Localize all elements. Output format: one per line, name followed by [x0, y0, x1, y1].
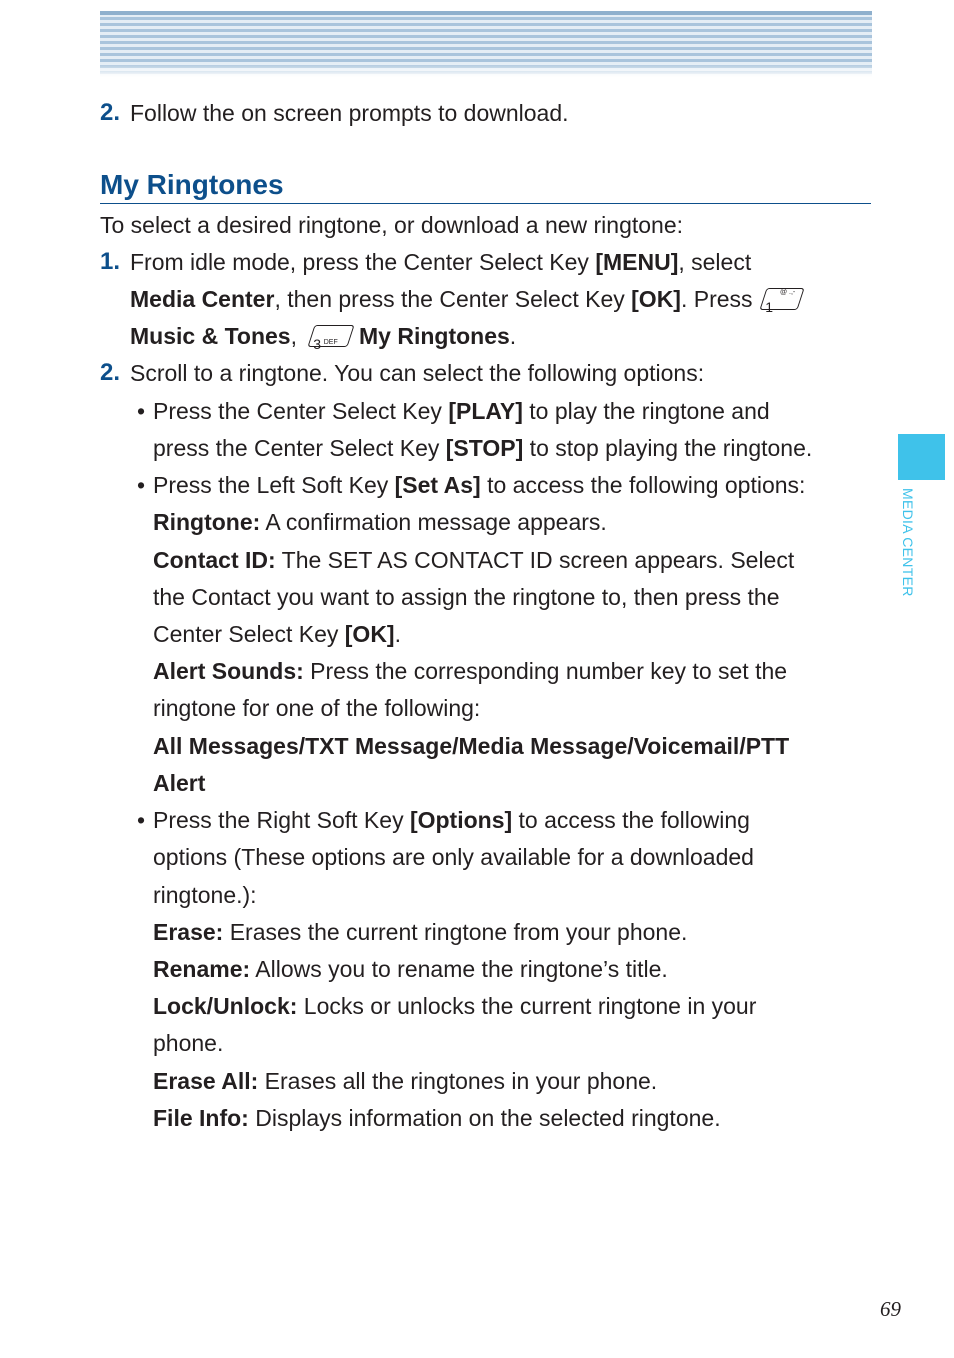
bullet3-line3: ringtone.):: [153, 882, 257, 908]
key-1-icon: [759, 288, 804, 315]
alert-types-line2: Alert: [153, 770, 206, 796]
text: , select: [678, 249, 752, 275]
step-text: Follow the on screen prompts to download.: [130, 100, 569, 126]
option-label: Erase:: [153, 919, 224, 945]
text: .: [394, 621, 401, 647]
text: to access the following: [512, 807, 750, 833]
chapter-tab-label: MEDIA CENTER: [900, 488, 916, 597]
bullet3-line1: [153, 805, 750, 835]
text: ,: [290, 323, 297, 349]
text: , then press the Center Select Key: [274, 286, 632, 312]
text: Locks or unlocks the current ringtone in your: [297, 993, 757, 1019]
option-ringtone: [153, 507, 607, 537]
text: . Press: [680, 286, 753, 312]
option-label: Ringtone:: [153, 509, 261, 535]
bullet2-line1: [153, 470, 805, 500]
step2-text: Scroll to a ringtone. You can select the following options:: [130, 360, 705, 386]
text: Center Select Key: [153, 621, 345, 647]
step1-line2: [130, 284, 805, 314]
option-contact-id: [153, 545, 794, 575]
bullet1-line1: [153, 396, 770, 426]
option-alert-sounds-line2: ringtone for one of the following:: [153, 695, 481, 721]
option-label: Lock/Unlock:: [153, 993, 298, 1019]
alert-types-line1: All Messages/TXT Message/Media Message/Voicemail/PTT: [153, 733, 790, 759]
my-ringtones-label: My Ringtones: [359, 323, 510, 349]
stop-key-label: [STOP]: [445, 435, 524, 461]
page-number: 69: [880, 1297, 901, 1321]
bullet: •: [137, 472, 146, 498]
option-lock-unlock-line2: phone.: [153, 1030, 224, 1056]
option-erase: [153, 917, 687, 947]
option-rename: [153, 954, 668, 984]
text: From idle mode, press the Center Select Key: [130, 249, 596, 275]
header-decoration-band: [100, 11, 872, 77]
option-contact-id-line3: [153, 619, 401, 649]
bullet: •: [137, 398, 146, 424]
bullet3-line2: options (These options are only available for a downloaded: [153, 844, 754, 870]
text: Allows you to rename the ringtone’s title.: [250, 956, 668, 982]
option-contact-id-line2: the Contact you want to assign the ringtone to, then press the: [153, 584, 780, 610]
music-tones-label: Music & Tones: [130, 323, 291, 349]
option-label: Rename:: [153, 956, 251, 982]
key-digit: 1: [764, 299, 773, 315]
option-alert-sounds: [153, 656, 787, 686]
text: Press the Center Select Key: [153, 398, 449, 424]
key-letters: @ .,-: [779, 289, 795, 296]
step-number: 2.: [100, 99, 121, 126]
option-erase-all: [153, 1066, 657, 1096]
text: Displays information on the selected ringtone.: [248, 1105, 721, 1131]
text: Press the corresponding number key to set the: [303, 658, 788, 684]
text: press the Center Select Key: [153, 435, 446, 461]
play-key-label: [PLAY]: [448, 398, 523, 424]
text: to play the ringtone and: [522, 398, 770, 424]
text: .: [509, 323, 517, 349]
key-digit: 3: [313, 336, 322, 352]
text: Erases the current ringtone from your phone.: [223, 919, 688, 945]
step1-line1: [130, 247, 751, 277]
step-number: 1.: [100, 248, 121, 275]
text: to stop playing the ringtone.: [523, 435, 813, 461]
section-title: My Ringtones: [100, 167, 871, 204]
set-as-key-label: [Set As]: [394, 472, 481, 498]
chapter-tab: [898, 434, 945, 480]
text: Erases all the ringtones in your phone.: [258, 1068, 658, 1094]
key-letters: DEF: [323, 338, 338, 346]
option-label: Erase All:: [153, 1068, 259, 1094]
text: to access the following options:: [480, 472, 806, 498]
key-3-icon: [307, 325, 354, 352]
ok-key-label: [OK]: [631, 286, 681, 312]
bullet: •: [137, 807, 146, 833]
option-label: File Info:: [153, 1105, 249, 1131]
text: A confirmation message appears.: [260, 509, 607, 535]
text: Press the Right Soft Key: [153, 807, 410, 833]
text: The SET AS CONTACT ID screen appears. Select: [275, 547, 795, 573]
bullet1-line2: [153, 433, 812, 463]
option-label: Alert Sounds:: [153, 658, 304, 684]
menu-key-label: [MENU]: [595, 249, 679, 275]
media-center-label: Media Center: [130, 286, 275, 312]
section-intro: To select a desired ringtone, or download a new ringtone:: [100, 212, 684, 238]
step-number: 2.: [100, 359, 121, 386]
option-file-info: [153, 1103, 721, 1133]
option-lock-unlock: [153, 991, 756, 1021]
ok-key-label: [OK]: [344, 621, 395, 647]
text: Press the Left Soft Key: [153, 472, 395, 498]
step1-line3: [130, 321, 516, 351]
option-label: Contact ID:: [153, 547, 276, 573]
options-key-label: [Options]: [409, 807, 513, 833]
